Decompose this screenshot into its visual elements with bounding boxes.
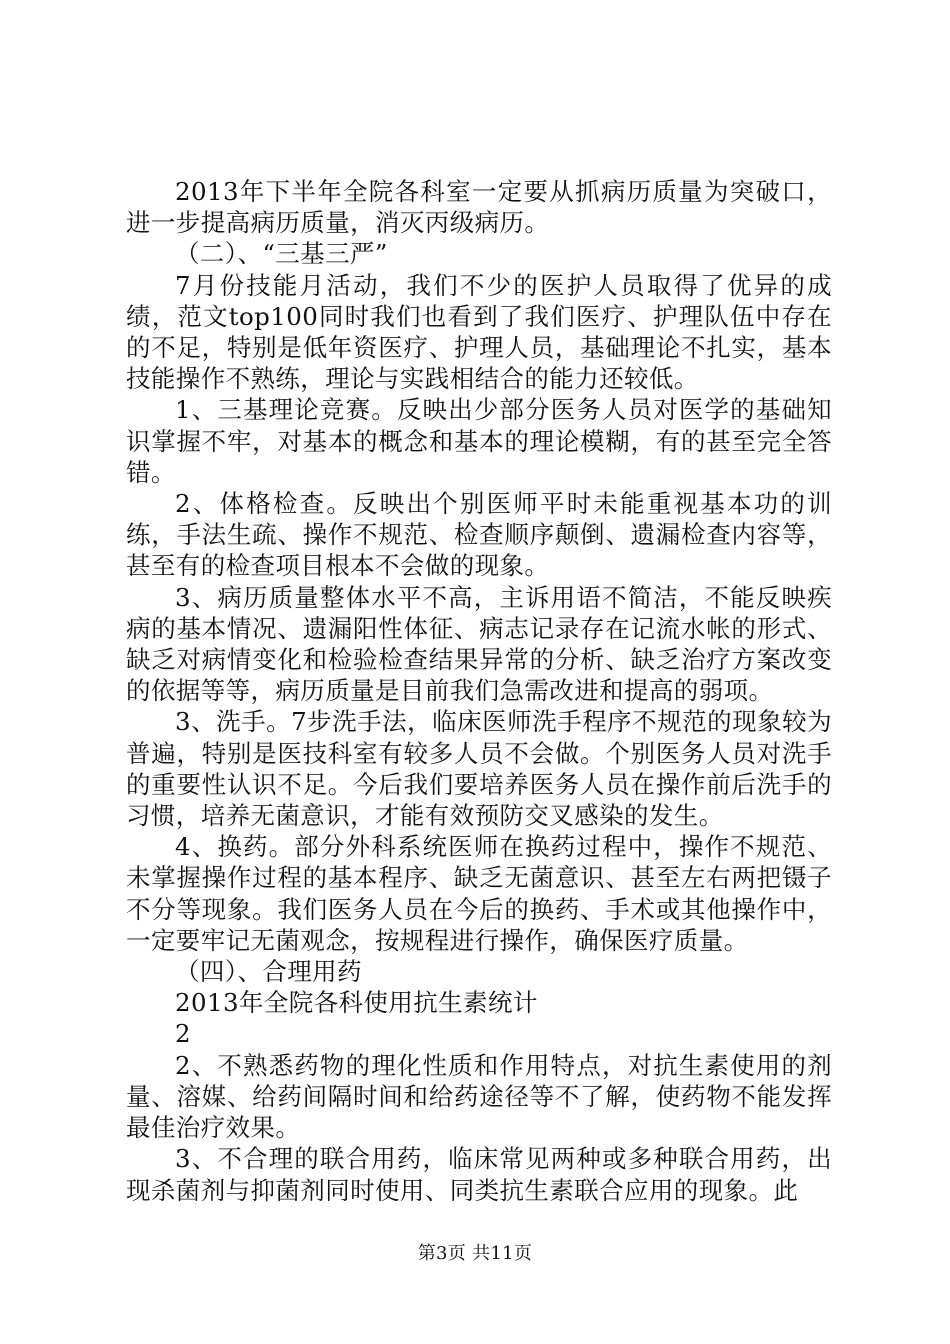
paragraph-dressing-change: 4、换药。部分外科系统医师在换药过程中，操作不规范、未掌握操作过程的基本程序、缺乏无菌意识、甚至左右两把镊子不分等现象。我们医务人员在今后的换药、手术或其他操作中，一定要牢记无菌观念，按规程进行操作，确保医疗质量。	[126, 832, 832, 955]
section-heading-rational-drug-use: （四）、合理用药	[175, 957, 362, 987]
paragraph-record-quality-level: 3、病历质量整体水平不高，主诉用语不简洁，不能反映疾病的基本情况、遗漏阳性体征、病志记录存在记流水帐的形式、缺乏对病情变化和检验检查结果异常的分析、缺乏治疗方案改变的依据等等，病历质量是目前我们急需改进和提高的弱项。	[126, 582, 832, 706]
paragraph-drug-properties: 2、不熟悉药物的理化性质和作用特点，对抗生素使用的剂量、溶媒、给药间隔时间和给药途径等不了解，使药物不能发挥最佳治疗效果。	[126, 1050, 832, 1143]
paragraph-antibiotic-statistics: 2013年全院各科使用抗生素统计	[175, 988, 538, 1018]
document-body	[126, 176, 832, 1206]
paragraph-skills-month: 7月份技能月活动，我们不少的医护人员取得了优异的成绩，范文top100同时我们也看到了我们医疗、护理队伍中存在的不足，特别是低年资医疗、护理人员，基础理论不扎实，基本技能操作不熟练，理论与实践相结合的能力还较低。	[126, 270, 832, 394]
page-footer: 第3页 共11页	[417, 1243, 533, 1264]
paragraph-medical-record-quality: 2013年下半年全院各科室一定要从抓病历质量为突破口，进一步提高病历质量，消灭丙级病历。	[126, 177, 832, 238]
paragraph-physical-exam: 2、体格检查。反映出个别医师平时未能重视基本功的训练，手法生疏、操作不规范、检查顺序颠倒、遗漏检查内容等，甚至有的检查项目根本不会做的现象。	[126, 489, 832, 581]
paragraph-number: 2	[175, 1019, 191, 1049]
paragraph-combined-drugs: 3、不合理的联合用药，临床常见两种或多种联合用药，出现杀菌剂与抑菌剂同时使用、同类抗生素联合应用的现象。此	[126, 1144, 832, 1205]
paragraph-hand-washing: 3、洗手。7步洗手法，临床医师洗手程序不规范的现象较为普遍，特别是医技科室有较多人员不会做。个别医务人员对洗手的重要性认识不足。今后我们要培养医务人员在操作前后洗手的习惯，培养无菌意识，才能有效预防交叉感染的发生。	[126, 707, 832, 831]
paragraph-theory-competition: 1、三基理论竞赛。反映出少部分医务人员对医学的基础知识掌握不牢，对基本的概念和基本的理论模糊，有的甚至完全答错。	[126, 395, 832, 487]
section-heading-three-basics: （二）、“三基三严”	[175, 239, 388, 269]
